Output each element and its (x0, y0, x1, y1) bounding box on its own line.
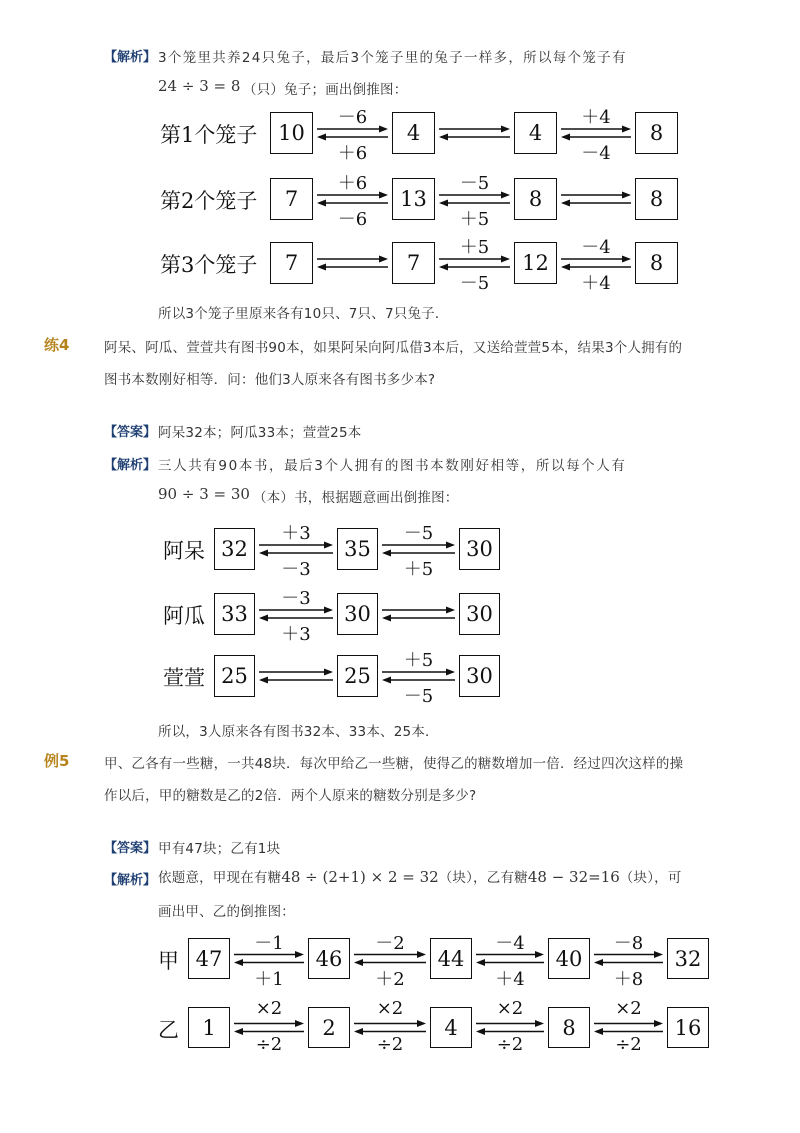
backward-operation: ＋4 (581, 273, 611, 294)
analysis-line: 画出甲、乙的倒推图： (158, 904, 295, 920)
value-box: 32 (214, 528, 255, 570)
diagram-row-label: 甲 (158, 948, 179, 973)
forward-operation: ＋6 (337, 173, 368, 194)
answer-tag: 【答案】 (104, 841, 157, 856)
analysis-text: 依题意，甲现在有糖 (158, 870, 282, 886)
forward-operation: ＋5 (403, 650, 434, 671)
value-box: 8 (548, 1007, 590, 1048)
forward-operation: －4 (495, 932, 525, 954)
backward-operation: ÷2 (255, 1033, 283, 1055)
practice-label: 练4 (44, 336, 70, 354)
value-box: 8 (635, 178, 678, 220)
value-box: 16 (667, 1007, 709, 1048)
forward-operation: －1 (254, 932, 284, 954)
value-box: 30 (459, 655, 500, 697)
forward-arrowhead (417, 1020, 426, 1027)
value-box: 8 (514, 178, 557, 220)
forward-operation: ＋5 (459, 237, 490, 258)
backward-operation: －5 (403, 686, 434, 707)
example-label: 例5 (44, 752, 70, 770)
value-box: 1 (188, 1007, 230, 1048)
value-box: 32 (667, 938, 709, 979)
value-box: 13 (392, 178, 435, 220)
forward-arrowhead (535, 1020, 544, 1027)
backward-operation: ＋5 (459, 209, 490, 230)
analysis-line: （本）书，根据题意画出倒推图： (253, 490, 459, 506)
backward-operation: ＋4 (495, 968, 525, 990)
forward-operation: ×2 (615, 997, 642, 1019)
value-box: 4 (430, 1007, 472, 1048)
backward-operation: －3 (281, 559, 311, 580)
analysis-text: （块），乙有糖 (438, 870, 528, 886)
value-box: 10 (270, 112, 313, 154)
math-expression: 48 ÷ (2+1) × 2 = 32 (281, 868, 439, 886)
value-box: 30 (337, 593, 378, 635)
math-expression: 90 ÷ 3 = 30 (158, 485, 250, 503)
forward-operation: ×2 (496, 997, 524, 1019)
value-box: 8 (635, 112, 678, 154)
value-box: 7 (270, 242, 313, 284)
backward-operation: ＋8 (613, 968, 644, 990)
forward-operation: ＋4 (581, 107, 611, 128)
analysis-line: 3个笼里共养24只兔子，最后3个笼子里的兔子一样多，所以每个笼子有 (158, 50, 627, 66)
forward-operation: ×2 (376, 997, 404, 1019)
value-box: 46 (308, 938, 350, 979)
value-box: 4 (514, 112, 557, 154)
backward-operation: ＋6 (337, 143, 368, 164)
math-expression: 24 ÷ 3 = 8 (158, 77, 241, 95)
backward-operation: ＋2 (375, 968, 405, 990)
analysis-tag: 【解析】 (104, 873, 157, 888)
diagram-row-label: 乙 (158, 1017, 179, 1042)
value-box: 25 (214, 655, 255, 697)
value-box: 7 (270, 178, 313, 220)
backward-operation: －6 (337, 209, 368, 230)
analysis-tag: 【解析】 (104, 458, 157, 473)
forward-operation: －4 (581, 237, 611, 258)
diagram-row-label: 阿呆 (163, 539, 205, 563)
value-box: 30 (459, 528, 500, 570)
value-box: 33 (214, 593, 255, 635)
analysis-tag: 【解析】 (104, 50, 157, 65)
forward-operation: ×2 (255, 997, 283, 1019)
value-box: 30 (459, 593, 500, 635)
forward-operation: －2 (375, 932, 405, 954)
backward-operation: ＋1 (254, 968, 284, 990)
backward-operation: ＋5 (403, 559, 434, 580)
question-text: 图书本数刚好相等．问：他们3人原来各有图书多少本? (104, 372, 436, 388)
value-box: 12 (514, 242, 557, 284)
forward-operation: －5 (459, 173, 490, 194)
value-box: 35 (337, 528, 378, 570)
value-box: 4 (392, 112, 435, 154)
analysis-line: 三人共有90本书，最后3个人拥有的图书本数刚好相等，所以每个人有 (158, 458, 627, 474)
value-box: 7 (392, 242, 435, 284)
diagram-row-label: 第2个笼子 (160, 189, 258, 213)
backward-operation: ÷2 (496, 1033, 524, 1055)
backward-operation: ＋3 (281, 624, 311, 645)
value-box: 40 (548, 938, 590, 979)
answer-text: 甲有47块；乙有1块 (158, 841, 281, 857)
forward-arrowhead (295, 1020, 304, 1027)
forward-arrowhead (654, 1020, 663, 1027)
question-text: 作以后，甲的糖数是乙的2倍．两个人原来的糖数分别是多少? (104, 788, 477, 804)
question-text: 甲、乙各有一些糖，一共48块．每次甲给乙一些糖，使得乙的糖数增加一倍．经过四次这样的操 (104, 756, 684, 772)
conclusion-text: 所以，3人原来各有图书32本、33本、25本． (158, 724, 439, 740)
value-box: 25 (337, 655, 378, 697)
question-text: 阿呆、阿瓜、萱萱共有图书90本，如果阿呆向阿瓜借3本后，又送给萱萱5本，结果3个人拥有的 (104, 340, 683, 356)
forward-operation: －8 (613, 932, 644, 954)
diagram-row-label: 阿瓜 (163, 604, 205, 628)
answer-tag: 【答案】 (104, 425, 157, 440)
backward-operation: ÷2 (615, 1033, 642, 1055)
forward-operation: －3 (281, 588, 311, 609)
answer-text: 阿呆32本；阿瓜33本；萱萱25本 (158, 425, 362, 441)
diagram-row-label: 第1个笼子 (160, 123, 258, 147)
conclusion-text: 所以3个笼子里原来各有10只、7只、7只兔子． (158, 306, 449, 322)
forward-operation: ＋3 (281, 523, 311, 544)
diagram-row-label: 第3个笼子 (160, 253, 258, 277)
value-box: 44 (430, 938, 472, 979)
backward-operation: ÷2 (376, 1033, 404, 1055)
value-box: 47 (188, 938, 230, 979)
forward-operation: －6 (337, 107, 368, 128)
analysis-text: （块），可 (619, 870, 682, 886)
analysis-line: （只）兔子；画出倒推图： (243, 82, 408, 98)
forward-operation: －5 (403, 523, 434, 544)
value-box: 2 (308, 1007, 350, 1048)
math-expression: 48 − 32=16 (527, 868, 620, 886)
backward-operation: －4 (581, 143, 611, 164)
value-box: 8 (635, 242, 678, 284)
diagram-row-label: 萱萱 (163, 666, 205, 690)
backward-operation: －5 (459, 273, 490, 294)
